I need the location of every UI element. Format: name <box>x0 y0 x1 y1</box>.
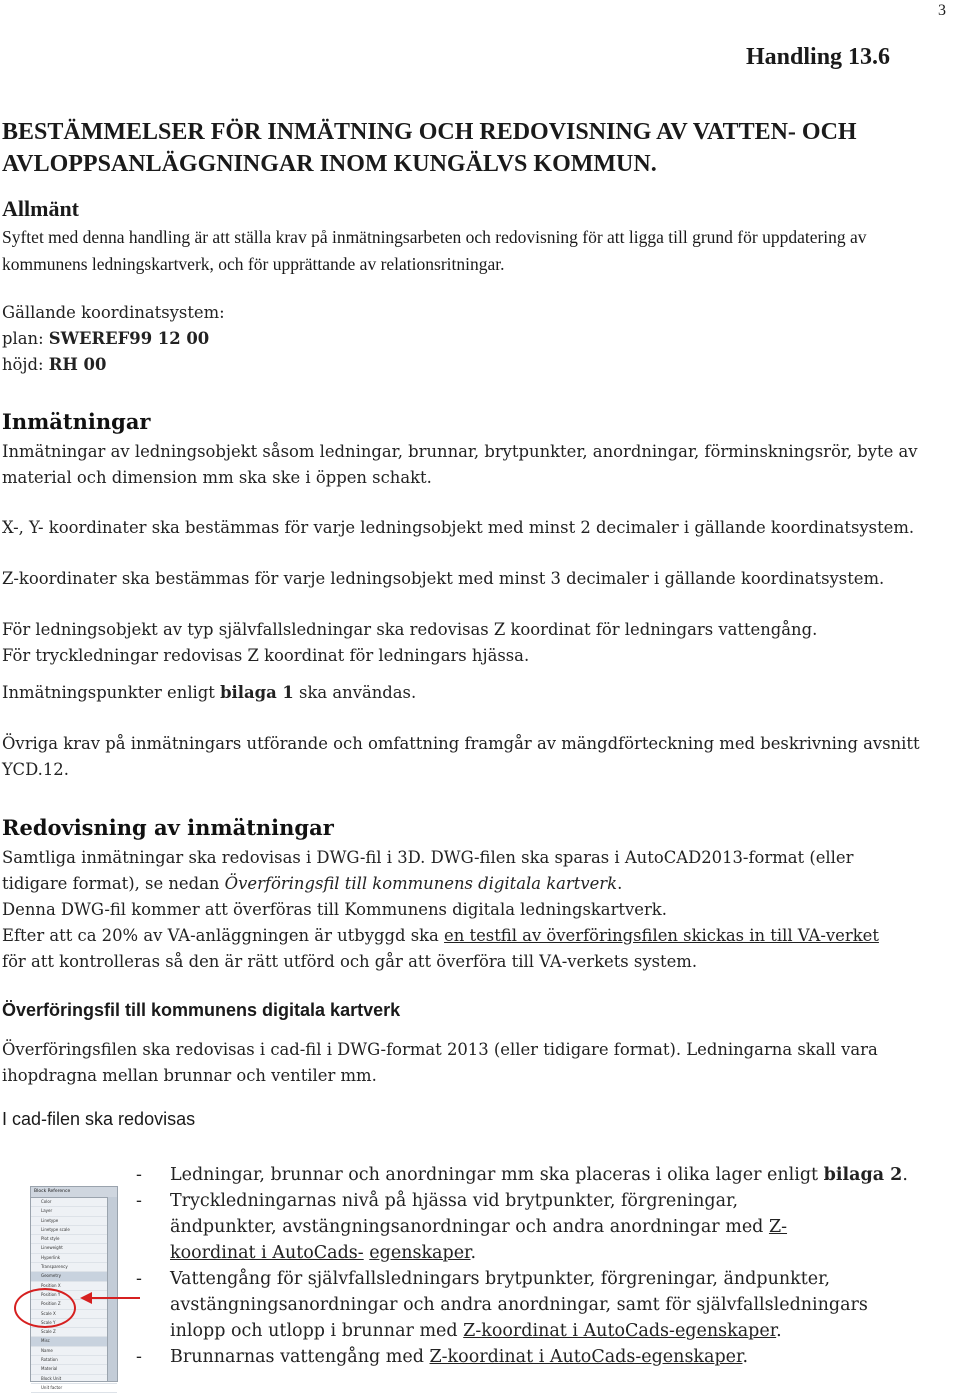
overforing-text: Överföringsfilen ska redovisas i cad-fil i DWG-format 2013 (eller tidigare format). Ledningarna skall vara ihopdragna mellan brunnar och ventiler mm. <box>2 1040 878 1085</box>
inmatningar-p5: Inmätningspunkter enligt bilaga 1 ska användas. <box>2 683 417 702</box>
panel-row: Position Z <box>31 1300 117 1309</box>
panel-row: Color <box>31 1198 117 1207</box>
highlight-circle <box>14 1288 76 1328</box>
cad-heading: I cad-filen ska redovisas <box>2 1109 196 1129</box>
panel-row: Unit factor <box>31 1384 117 1393</box>
heading-allmant: Allmänt <box>2 196 79 221</box>
redovisning-l2: tidigare format), se nedan Överföringsfil till kommunens digitala kartverk. <box>2 874 623 893</box>
inmatningar-p2: X-, Y- koordinater ska bestämmas för varje ledningsobjekt med minst 2 decimaler i gällande koordinatsystem. <box>2 518 915 537</box>
panel-row: Layer <box>31 1207 117 1216</box>
list-item: - Tryckledningarnas nivå på hjässa vid brytpunkter, förgreningar, ändpunkter, avstängningsanordningar och andra anordningar med Z-koordinat i AutoCads- egenskaper. <box>136 1191 788 1263</box>
panel-row: Name <box>31 1347 117 1356</box>
handling-label: Handling 13.6 <box>746 44 891 70</box>
panel-row: Lineweight <box>31 1244 117 1253</box>
panel-row: Linetype scale <box>31 1226 117 1235</box>
panel-row: Linetype <box>31 1217 117 1226</box>
panel-row: Material <box>31 1365 117 1374</box>
panel-row: Scale Y <box>31 1319 117 1328</box>
inmatningar-p4b: För tryckledningar redovisas Z koordinat för ledningars hjässa. <box>2 646 530 665</box>
panel-row: Rotation <box>31 1356 117 1365</box>
document-title: BESTÄMMELSER FÖR INMÄTNING OCH REDOVISNING AV VATTEN- OCH AVLOPPSANLÄGGNINGAR INOM KUNGÄLVS KOMMUN. <box>2 119 857 177</box>
koordinat-plan: plan: SWEREF99 12 00 <box>2 329 210 348</box>
inmatningar-p4a: För ledningsobjekt av typ självfallsledningar ska redovisas Z koordinat för ledningars vattengång. <box>2 620 818 639</box>
red-arrow-icon <box>80 1288 142 1308</box>
list-item: - Vattengång för självfallsledningars brytpunkter, förgreningar, ändpunkter, avstängningsanordningar och andra anordningar, samt för självfallsledningars inlopp och utlopp i brunnar med Z-koordinat i AutoCads-egenskaper. <box>136 1269 868 1341</box>
page-number: 3 <box>938 2 946 19</box>
panel-row: Plot style <box>31 1235 117 1244</box>
inmatningar-p3: Z-koordinater ska bestämmas för varje ledningsobjekt med minst 3 decimaler i gällande koordinatsystem. <box>2 569 885 588</box>
autocad-properties-screenshot <box>30 1186 118 1390</box>
panel-dropdown: Block Reference <box>31 1187 117 1198</box>
koordinat-hojd: höjd: RH 00 <box>2 355 107 374</box>
heading-redovisning: Redovisning av inmätningar <box>2 815 334 840</box>
koordinat-label: Gällande koordinatsystem: <box>2 303 225 322</box>
redovisning-l4: Efter att ca 20% av VA-anläggningen är utbyggd ska en testfil av överföringsfilen skickas in till VA-verket <box>2 926 879 945</box>
panel-row: Scale Z <box>31 1328 117 1337</box>
allmant-text: Syftet med denna handling är att ställa krav på inmätningsarbeten och redovisning för att ligga till grund för uppdatering av kommunens ledningskartverk, och för upprättande av relationsritningar. <box>2 227 867 274</box>
redovisning-l3: Denna DWG-fil kommer att överföras till Kommunens digitala ledningskartverk. <box>2 900 667 919</box>
inmatningar-p6: Övriga krav på inmätningars utförande och omfattning framgår av mängdförteckning med beskrivning avsnitt YCD.12. <box>2 734 920 779</box>
panel-row: Geometry <box>31 1272 117 1281</box>
redovisning-l1: Samtliga inmätningar ska redovisas i DWG-fil i 3D. DWG-filen ska sparas i AutoCAD2013-format (eller <box>2 848 854 867</box>
panel-row: Scale X <box>31 1310 117 1319</box>
panel-row: Hyperlink <box>31 1254 117 1263</box>
panel-row: Misc <box>31 1337 117 1346</box>
heading-overforing: Överföringsfil till kommunens digitala kartverk <box>2 1000 401 1020</box>
panel-row: Transparency <box>31 1263 117 1272</box>
list-item: - Ledningar, brunnar och anordningar mm ska placeras i olika lager enligt bilaga 2. <box>136 1165 908 1185</box>
panel-row: Position Y <box>31 1291 117 1300</box>
list-item: - Brunnarnas vattengång med Z-koordinat i AutoCads-egenskaper. <box>136 1347 749 1367</box>
redovisning-l5: för att kontrolleras så den är rätt utförd och går att överföra till VA-verkets system. <box>2 952 698 971</box>
cad-requirements-list <box>136 1162 946 1370</box>
panel-row: Position X <box>31 1282 117 1291</box>
panel-row: Block Unit <box>31 1375 117 1384</box>
inmatningar-p1: Inmätningar av ledningsobjekt såsom ledningar, brunnar, brytpunkter, anordningar, förminskningsrör, byte av material och dimension mm ska ske i öppen schakt. <box>2 442 918 487</box>
heading-inmatningar: Inmätningar <box>2 409 151 434</box>
